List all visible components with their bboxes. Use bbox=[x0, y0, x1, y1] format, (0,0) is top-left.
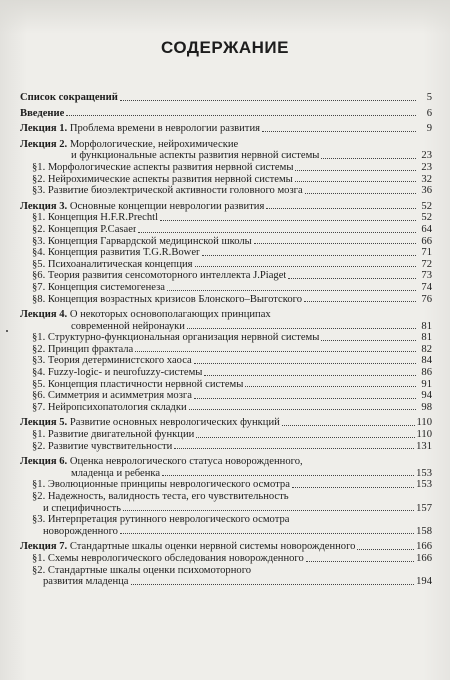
toc-entry-label bbox=[32, 514, 289, 526]
toc-entry-label bbox=[32, 491, 289, 503]
dot-leader bbox=[66, 115, 416, 116]
page-number: 71 bbox=[421, 247, 432, 259]
page-number: 81 bbox=[421, 332, 432, 344]
toc-entry-text: §5. Психоаналитическая концепция bbox=[32, 258, 193, 270]
page-number: 86 bbox=[421, 367, 432, 379]
page-title: СОДЕРЖАНИЕ bbox=[161, 38, 289, 57]
toc-entry-label bbox=[20, 139, 238, 151]
toc-entry-label bbox=[20, 456, 303, 468]
dot-leader bbox=[120, 533, 414, 534]
toc-entry-text: §7. Нейропсихопатология складки bbox=[32, 401, 187, 413]
page-number: 81 bbox=[421, 320, 432, 332]
toc-entry bbox=[20, 429, 432, 441]
toc-entry-text: §2. Стандартные шкалы оценки психомоторного bbox=[32, 564, 252, 576]
dot-leader bbox=[202, 255, 416, 256]
page-number: 166 bbox=[416, 541, 432, 553]
page-number: 82 bbox=[421, 343, 432, 355]
toc-entry-text: современной нейронауки bbox=[71, 320, 185, 332]
toc-entry bbox=[20, 526, 432, 538]
toc-entry-text: §6. Симметрия и асимметрия мозга bbox=[32, 390, 192, 402]
toc-entry bbox=[20, 150, 432, 162]
page-number: 153 bbox=[416, 467, 432, 479]
toc-entry-label bbox=[32, 429, 194, 441]
page-number: 32 bbox=[421, 173, 432, 185]
toc-entry bbox=[20, 390, 432, 402]
toc-entry bbox=[20, 309, 432, 321]
dot-leader bbox=[196, 437, 414, 438]
dot-leader bbox=[131, 584, 415, 585]
toc-entry bbox=[20, 441, 432, 453]
toc-entry-text: §1. Структурно-функциональная организация нервной системы bbox=[32, 332, 320, 344]
toc-entry bbox=[20, 468, 432, 480]
lecture-number: Лекция 6. bbox=[20, 456, 68, 468]
toc-entry-label bbox=[20, 92, 118, 104]
toc-entry-label bbox=[32, 247, 200, 259]
toc-entry-text: §2. Концепция P.Casaer bbox=[32, 223, 137, 235]
toc-entry-label bbox=[20, 541, 355, 553]
toc-entry-label bbox=[20, 108, 64, 120]
page-number: 6 bbox=[426, 107, 432, 119]
toc-entry bbox=[20, 185, 432, 197]
toc-entry bbox=[20, 565, 432, 577]
toc-entry-text: Проблема времени в неврологии развития bbox=[69, 123, 260, 135]
toc-entry-label bbox=[32, 212, 158, 224]
toc-entry-text: новорожденного bbox=[43, 525, 118, 537]
toc-entry bbox=[20, 224, 432, 236]
dot-leader bbox=[254, 243, 416, 244]
dot-leader bbox=[245, 386, 416, 387]
toc-entry-label bbox=[32, 553, 304, 565]
page-number: 73 bbox=[421, 270, 432, 282]
toc-entry-label bbox=[71, 321, 185, 333]
toc-entry-label bbox=[71, 468, 160, 480]
toc-entry bbox=[20, 212, 432, 224]
toc-entry bbox=[20, 355, 432, 367]
dot-leader bbox=[262, 131, 416, 132]
toc-entry-text: §6. Теория развития сенсомоторного интеллекта J.Piaget bbox=[32, 270, 287, 282]
lecture-number: Лекция 7. bbox=[20, 541, 68, 553]
toc-entry bbox=[20, 417, 432, 429]
toc-entry-label bbox=[32, 282, 165, 294]
lecture-number: Лекция 4. bbox=[20, 309, 68, 321]
page-number: 158 bbox=[416, 525, 432, 537]
toc-entry bbox=[20, 379, 432, 391]
toc-entry-text: §7. Концепция системогенеза bbox=[32, 281, 165, 293]
toc-entry-label bbox=[32, 379, 243, 391]
dot-leader bbox=[174, 448, 414, 449]
toc-entry-text: §3. Развитие биоэлектрической активности головного мозга bbox=[32, 185, 303, 197]
toc-entry-text: и специфичность bbox=[43, 502, 121, 514]
toc-entry bbox=[20, 259, 432, 271]
toc-entry bbox=[20, 174, 432, 186]
toc-entry-text: Морфологические, нейрохимические bbox=[69, 138, 239, 150]
toc-entry-label bbox=[32, 367, 202, 379]
toc-entry-text: §1. Схемы неврологического обследования новорожденного bbox=[32, 552, 304, 564]
dot-leader bbox=[194, 363, 416, 364]
dot-leader bbox=[292, 487, 414, 488]
toc-entry bbox=[20, 201, 432, 213]
page-number: 52 bbox=[421, 212, 432, 224]
toc-entry-text: §3. Концепция Гарвардской медицинской школы bbox=[32, 235, 252, 247]
toc-entry bbox=[20, 282, 432, 294]
page-number: 91 bbox=[421, 378, 432, 390]
toc-entry-label bbox=[32, 270, 286, 282]
toc-entry bbox=[20, 108, 432, 120]
dot-leader bbox=[167, 290, 416, 291]
page-speck bbox=[6, 330, 8, 332]
page-number: 166 bbox=[416, 552, 432, 564]
toc-entry-text: §1. Концепция H.F.R.Prechtl bbox=[32, 212, 159, 224]
dot-leader bbox=[295, 181, 416, 182]
toc-entry bbox=[20, 553, 432, 565]
dot-leader bbox=[123, 510, 414, 511]
dot-leader bbox=[288, 278, 416, 279]
toc-entry-label bbox=[43, 503, 121, 515]
toc-entry-text: Оценка неврологического статуса новорожденного, bbox=[69, 456, 303, 468]
toc-entry bbox=[20, 367, 432, 379]
dot-leader bbox=[304, 301, 416, 302]
toc-entry-label bbox=[32, 390, 192, 402]
toc-entry-label bbox=[20, 309, 271, 321]
toc-entry bbox=[20, 402, 432, 414]
dot-leader bbox=[120, 100, 416, 101]
page-number: 5 bbox=[426, 92, 432, 103]
toc-entry-text: §5. Концепция пластичности нервной системы bbox=[32, 378, 244, 390]
toc-entry-text: Развитие основных неврологических функций bbox=[69, 417, 280, 429]
toc-entry-label bbox=[20, 201, 264, 213]
toc-entry bbox=[20, 247, 432, 259]
page-number: 76 bbox=[421, 293, 432, 305]
toc-entry-text: §3. Теория детерминистского хаоса bbox=[32, 355, 192, 367]
toc-entry bbox=[20, 541, 432, 553]
toc-entry bbox=[20, 503, 432, 515]
toc-entry-label bbox=[32, 344, 133, 356]
dot-leader bbox=[305, 193, 416, 194]
toc-entry-label bbox=[32, 402, 187, 414]
toc-entry bbox=[20, 123, 432, 135]
dot-leader bbox=[194, 398, 416, 399]
toc-entry-label bbox=[32, 259, 193, 271]
toc-entry-text: §4. Концепция развития T.G.R.Bower bbox=[32, 247, 200, 259]
toc-entry-text: Стандартные шкалы оценки нервной системы новорожденного bbox=[69, 541, 356, 553]
dot-leader bbox=[160, 220, 416, 221]
toc-entry-label bbox=[32, 185, 303, 197]
lecture-number: Лекция 5. bbox=[20, 417, 68, 429]
dot-leader bbox=[295, 170, 416, 171]
toc-entry-label bbox=[32, 294, 302, 306]
toc-entry bbox=[20, 514, 432, 526]
toc-entry-label bbox=[32, 162, 293, 174]
toc-entry-label bbox=[32, 565, 251, 577]
toc-entry-text: развития младенца bbox=[43, 576, 129, 588]
toc-entry-text: младенца и ребенка bbox=[71, 467, 161, 479]
toc-entry-text: §8. Концепция возрастных кризисов Блонского–Выготского bbox=[32, 293, 303, 305]
dot-leader bbox=[135, 351, 416, 352]
toc-entry-label bbox=[32, 174, 293, 186]
page-number: 110 bbox=[416, 429, 432, 441]
dot-leader bbox=[321, 340, 416, 341]
toc-entry bbox=[20, 162, 432, 174]
page-number: 131 bbox=[416, 440, 432, 452]
toc-entry-label bbox=[43, 576, 129, 588]
page-number: 94 bbox=[421, 390, 432, 402]
page-number: 64 bbox=[421, 223, 432, 235]
dot-leader bbox=[189, 409, 416, 410]
page-number: 52 bbox=[421, 200, 432, 212]
toc-entry-text: §2. Нейрохимические аспекты развития нервной системы bbox=[32, 173, 293, 185]
lecture-number: Лекция 3. bbox=[20, 200, 68, 212]
toc-entry-text: §1. Морфологические аспекты развития нервной системы bbox=[32, 161, 294, 173]
toc-entry-text: О некоторых основополагающих принципах bbox=[69, 309, 271, 321]
toc-entry bbox=[20, 332, 432, 344]
toc-entry bbox=[20, 321, 432, 333]
toc-entry bbox=[20, 294, 432, 306]
toc-entry bbox=[20, 139, 432, 151]
toc-entry-text: §1. Эволюционные принципы неврологического осмотра bbox=[32, 479, 290, 491]
page-number: 23 bbox=[421, 150, 432, 162]
toc-entry-label bbox=[32, 236, 252, 248]
toc-entry-label bbox=[20, 417, 280, 429]
toc-entry-label bbox=[32, 441, 172, 453]
toc-entry-text: Список сокращений bbox=[20, 92, 118, 103]
toc-entry bbox=[20, 456, 432, 468]
dot-leader bbox=[306, 561, 414, 562]
toc-entry-text: §2. Развитие чувствительности bbox=[32, 440, 173, 452]
lecture-number: Лекция 1. bbox=[20, 123, 68, 135]
toc-entry bbox=[20, 576, 432, 588]
toc-entry-label bbox=[32, 479, 290, 491]
page-number: 74 bbox=[421, 281, 432, 293]
toc-entry-label bbox=[32, 355, 192, 367]
page-number: 9 bbox=[426, 123, 432, 135]
page-number: 23 bbox=[421, 161, 432, 173]
dot-leader bbox=[282, 425, 415, 426]
toc-entry-text: §1. Развитие двигательной функции bbox=[32, 429, 195, 441]
toc-entry bbox=[20, 92, 432, 104]
page-number: 110 bbox=[416, 417, 432, 429]
page-number: 66 bbox=[421, 235, 432, 247]
dot-leader bbox=[187, 328, 416, 329]
toc-entry-text: Введение bbox=[20, 107, 65, 119]
page-number: 36 bbox=[421, 185, 432, 197]
toc-entry-text: §2. Принцип фрактала bbox=[32, 343, 134, 355]
table-of-contents bbox=[20, 88, 432, 588]
toc-entry-text: и функциональные аспекты развития нервной системы bbox=[71, 150, 320, 162]
page-number: 98 bbox=[421, 401, 432, 413]
toc-entry bbox=[20, 491, 432, 503]
toc-entry-label bbox=[20, 123, 260, 135]
toc-entry bbox=[20, 344, 432, 356]
toc-entry-label bbox=[71, 150, 319, 162]
dot-leader bbox=[266, 208, 416, 209]
toc-entry-label bbox=[32, 332, 319, 344]
page-number: 84 bbox=[421, 355, 432, 367]
toc-entry-text: Основные концепции неврологии развития bbox=[69, 200, 265, 212]
toc-entry bbox=[20, 236, 432, 248]
toc-entry-label bbox=[43, 526, 118, 538]
toc-entry-text: §2. Надежность, валидность теста, его чувствительность bbox=[32, 491, 289, 502]
page-top-shadow bbox=[0, 0, 450, 34]
dot-leader bbox=[321, 158, 416, 159]
lecture-number: Лекция 2. bbox=[20, 138, 68, 150]
toc-entry bbox=[20, 270, 432, 282]
dot-leader bbox=[162, 475, 414, 476]
toc-entry-label bbox=[32, 224, 136, 236]
toc-entry-text: §3. Интерпретация рутинного неврологического осмотра bbox=[32, 514, 290, 526]
dot-leader bbox=[195, 266, 416, 267]
page-number: 194 bbox=[416, 576, 432, 588]
page-number: 153 bbox=[416, 479, 432, 491]
page-number: 157 bbox=[416, 502, 432, 514]
toc-entry-text: §4. Fuzzy-logic- и neurofuzzy-системы bbox=[32, 367, 203, 379]
toc-entry bbox=[20, 479, 432, 491]
page-number: 72 bbox=[421, 258, 432, 270]
dot-leader bbox=[357, 549, 414, 550]
dot-leader bbox=[204, 375, 416, 376]
dot-leader bbox=[138, 232, 416, 233]
